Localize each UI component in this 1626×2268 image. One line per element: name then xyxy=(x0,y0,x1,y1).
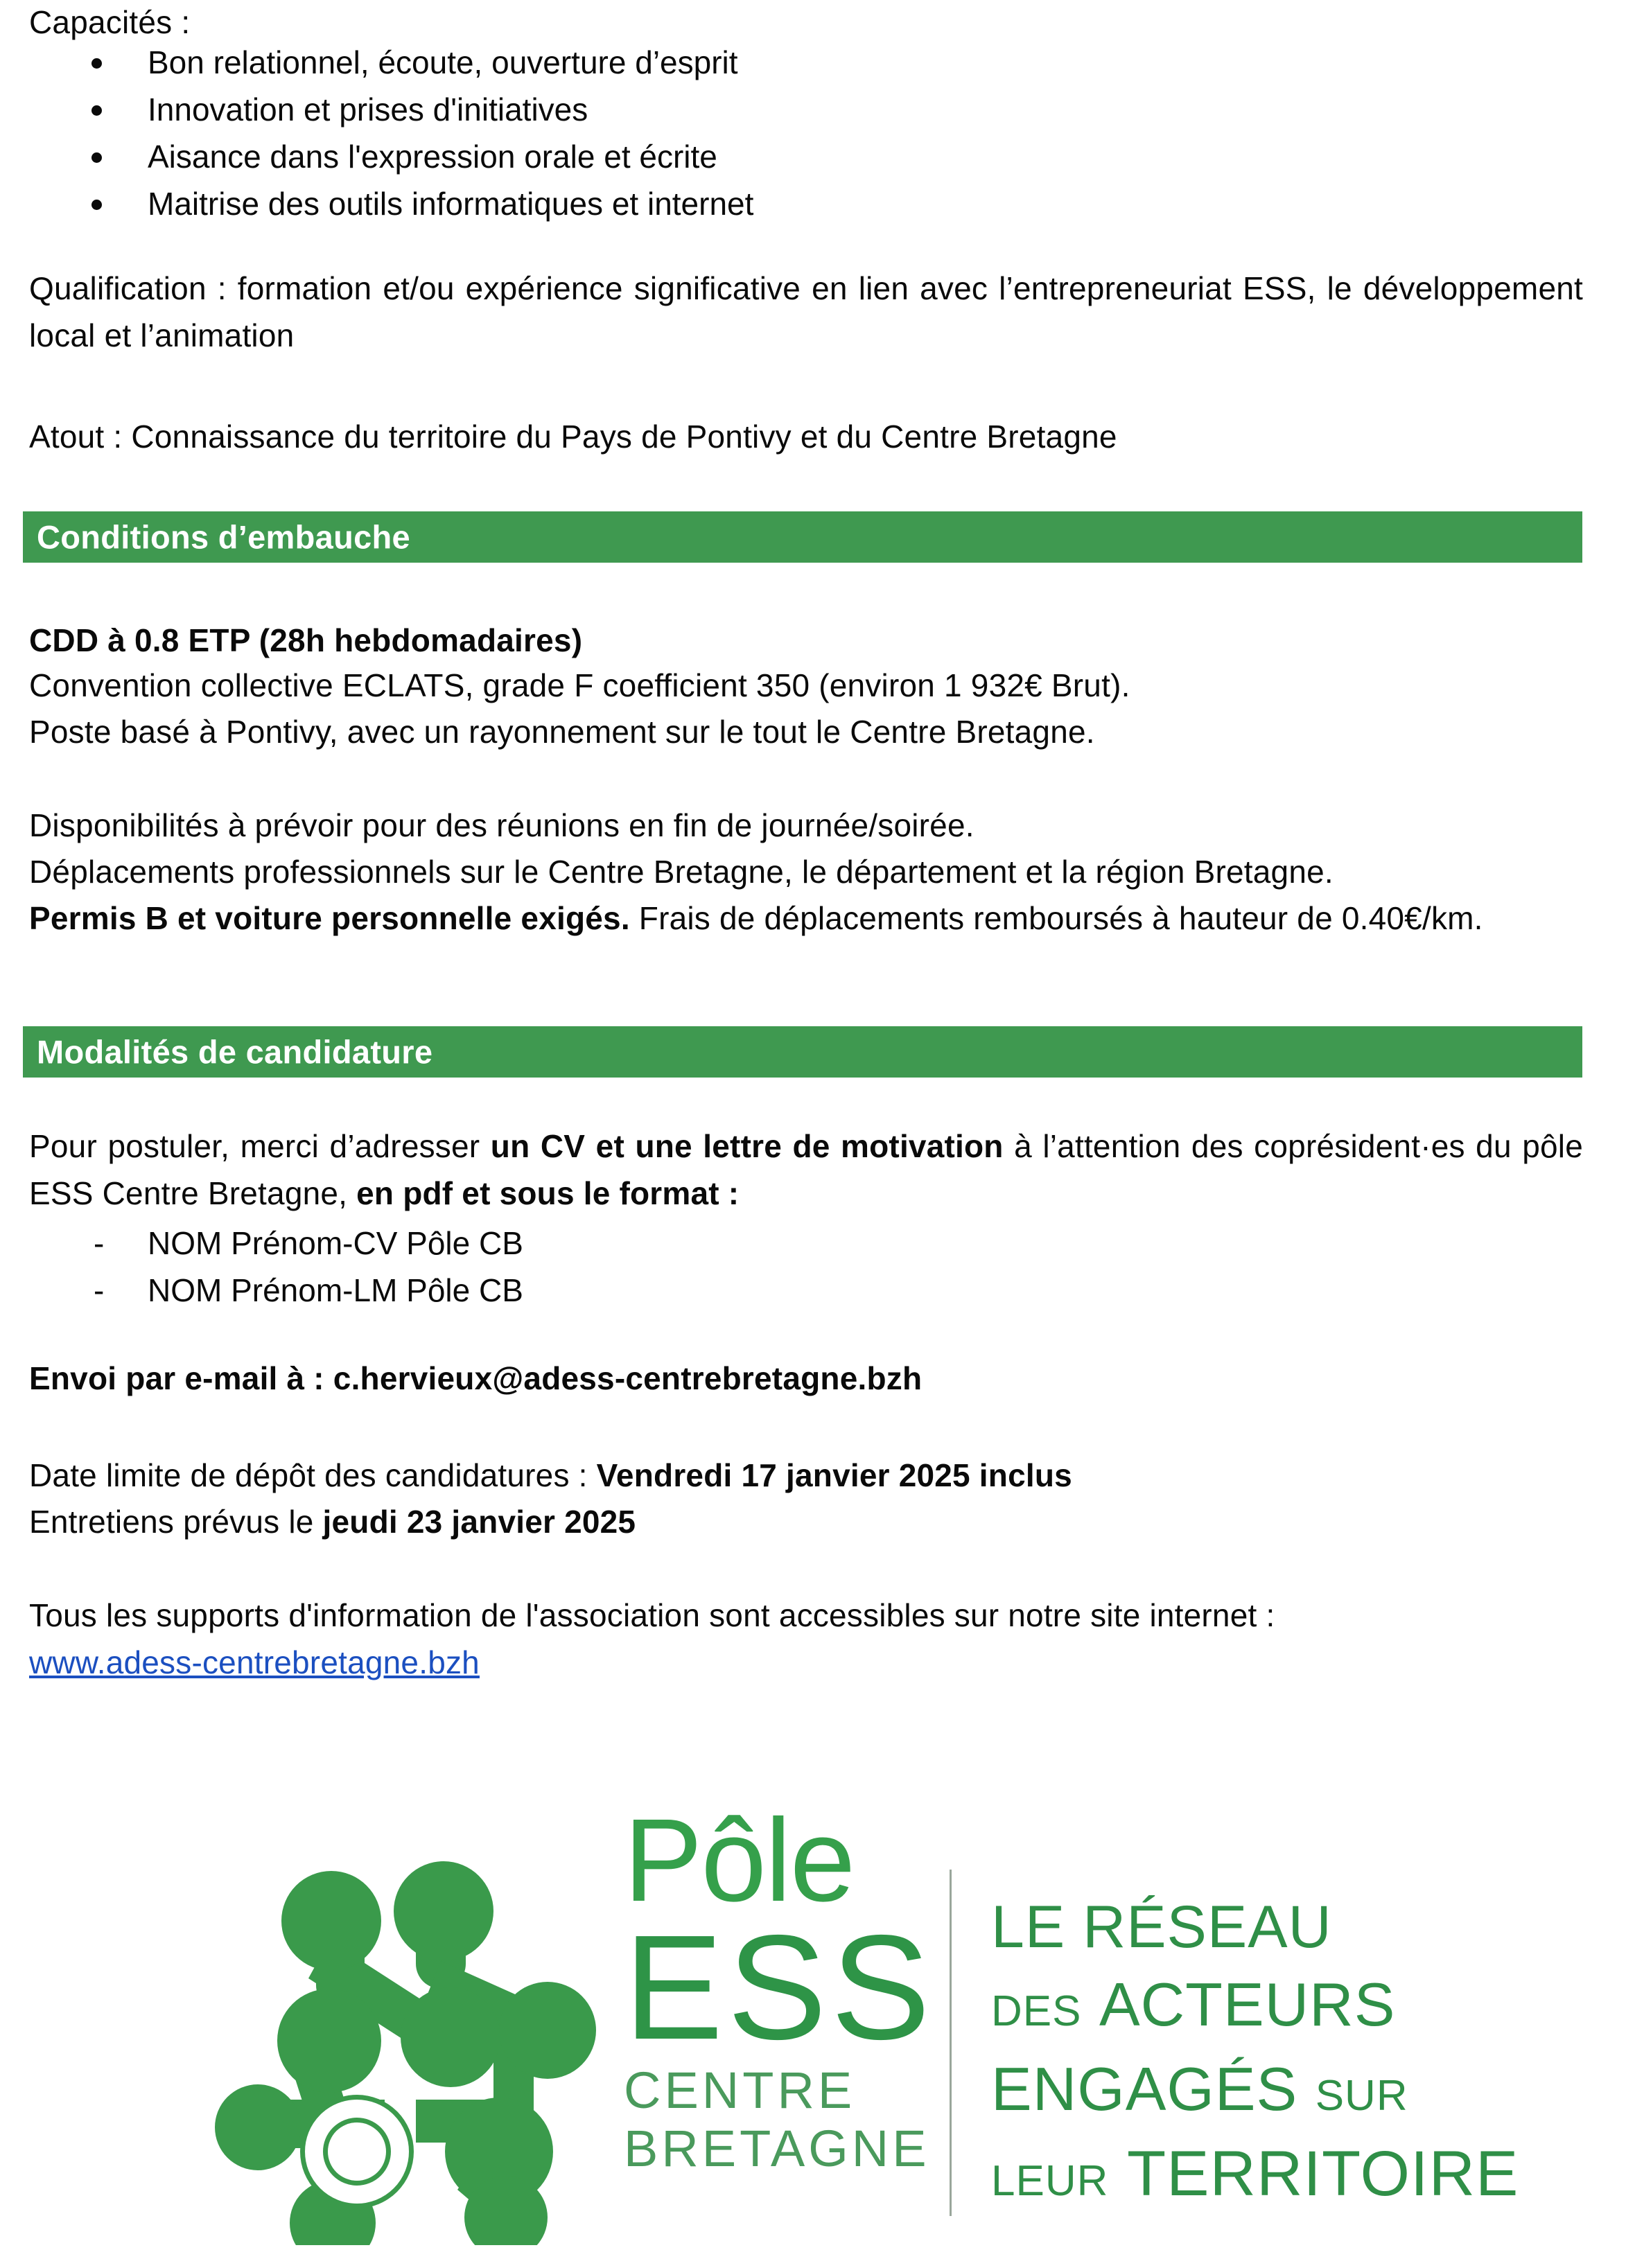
convention-line: Convention collective ECLATS, grade F coefficient 350 (environ 1 932€ Brut). xyxy=(29,667,1130,703)
postuler-bold-cv-lm: un CV et une lettre de motivation xyxy=(490,1128,1004,1164)
logo-tagline xyxy=(991,1888,1519,2220)
envoi-label: Envoi par e-mail à : xyxy=(29,1360,333,1396)
list-item-label: NOM Prénom-CV Pôle CB xyxy=(148,1225,523,1261)
pole-ess-logo xyxy=(208,1788,1519,2259)
list-item-label: Bon relationnel, écoute, ouverture d’esprit xyxy=(148,44,738,80)
logo-word-ess: ESS xyxy=(624,1904,935,2071)
section-heading-label: Conditions d’embauche xyxy=(37,518,410,556)
supports-text: Tous les supports d'information de l'association sont accessibles sur notre site internet : xyxy=(29,1597,1275,1633)
dash-icon: - xyxy=(94,1225,105,1261)
tagline-line-3-small: SUR xyxy=(1315,2072,1408,2120)
permis-rest-text: Frais de déplacements remboursés à hauteur de 0.40€/km. xyxy=(629,900,1483,936)
logo-divider xyxy=(950,1870,952,2216)
list-item xyxy=(82,1267,1329,1314)
poste-line: Poste basé à Pontivy, avec un rayonnement sur le tout le Centre Bretagne. xyxy=(29,714,1095,750)
tagline-line-2-big: ACTEURS xyxy=(1099,1970,1396,2039)
list-item-label: Innovation et prises d'initiatives xyxy=(148,91,588,128)
tagline-line-3-big: ENGAGÉS xyxy=(991,2055,1298,2123)
qualification-paragraph: Qualification : formation et/ou expérience significative en lien avec l’entrepreneuriat ESS, le développement local et l’animation xyxy=(29,270,1583,353)
list-item xyxy=(82,1220,1329,1267)
postuler-text-part2: à l’attention des coprésident·es du pôle ESS Centre Bretagne, xyxy=(29,1128,1583,1211)
tagline-line-4-small: LEUR xyxy=(991,2157,1109,2205)
tagline-line-2-small: DES xyxy=(991,1987,1082,2035)
format-list xyxy=(82,1220,1329,1314)
section-heading-label: Modalités de candidature xyxy=(37,1033,433,1071)
tagline-line-1: LE RÉSEAU xyxy=(991,1894,1332,1960)
date-limite-line xyxy=(29,1452,1583,1499)
deplacements-line: Déplacements professionnels sur le Centre Bretagne, le département et la région Bretagne. xyxy=(29,854,1334,890)
logo-word-bretagne: BRETAGNE xyxy=(624,2120,930,2177)
capacites-list xyxy=(82,39,1537,227)
logo-wordmark xyxy=(624,1795,950,2238)
disponibilites-line: Disponibilités à prévoir pour des réunions en fin de journée/soirée. xyxy=(29,807,974,843)
permis-bold-text: Permis B et voiture personnelle exigés. xyxy=(29,900,630,936)
list-item-label: Maitrise des outils informatiques et internet xyxy=(148,186,754,222)
list-item xyxy=(82,86,1537,133)
permis-paragraph xyxy=(29,895,1583,942)
list-item-label: Aisance dans l'expression orale et écrite xyxy=(148,139,717,175)
tagline-line-4-big: TERRITOIRE xyxy=(1126,2138,1519,2209)
bullet-icon xyxy=(91,105,102,116)
section-heading-conditions xyxy=(23,511,1582,563)
capacites-label: Capacités : xyxy=(29,4,191,40)
website-link[interactable]: www.adess-centrebretagne.bzh xyxy=(29,1644,480,1680)
logo-word-centre: CENTRE xyxy=(624,2062,856,2119)
entretiens-line xyxy=(29,1498,1583,1545)
logo-word-pole: Pôle xyxy=(624,1795,855,1926)
envoi-email-line xyxy=(29,1355,1583,1402)
atout-paragraph: Atout : Connaissance du territoire du Pays de Pontivy et du Centre Bretagne xyxy=(29,419,1117,455)
cdd-line: CDD à 0.8 ETP (28h hebdomadaires) xyxy=(29,622,583,658)
section-heading-modalites xyxy=(23,1026,1582,1078)
supports-paragraph xyxy=(29,1592,1583,1686)
tagline-line-2 xyxy=(991,1966,1469,2050)
list-item xyxy=(82,39,1537,86)
bullet-icon xyxy=(91,152,102,163)
postuler-bold-format: en pdf et sous le format : xyxy=(356,1175,740,1211)
bullet-icon xyxy=(91,200,102,210)
list-item xyxy=(82,133,1537,180)
postuler-paragraph xyxy=(29,1123,1583,1217)
date-limite-value: Vendredi 17 janvier 2025 inclus xyxy=(596,1457,1072,1493)
tagline-line-3 xyxy=(991,2050,1469,2135)
entretiens-value: jeudi 23 janvier 2025 xyxy=(322,1504,636,1540)
date-limite-label: Date limite de dépôt des candidatures : xyxy=(29,1457,597,1493)
tagline-line-4 xyxy=(991,2135,1519,2220)
list-item xyxy=(82,180,1537,227)
bullet-icon xyxy=(91,58,102,69)
list-item-label: NOM Prénom-LM Pôle CB xyxy=(148,1272,523,1308)
envoi-email-address[interactable]: c.hervieux@adess-centrebretagne.bzh xyxy=(333,1360,923,1396)
postuler-text-part1: Pour postuler, merci d’adresser xyxy=(29,1128,491,1164)
dash-icon: - xyxy=(94,1272,105,1308)
entretiens-label: Entretiens prévus le xyxy=(29,1504,323,1540)
network-molecule-icon xyxy=(208,1802,596,2245)
